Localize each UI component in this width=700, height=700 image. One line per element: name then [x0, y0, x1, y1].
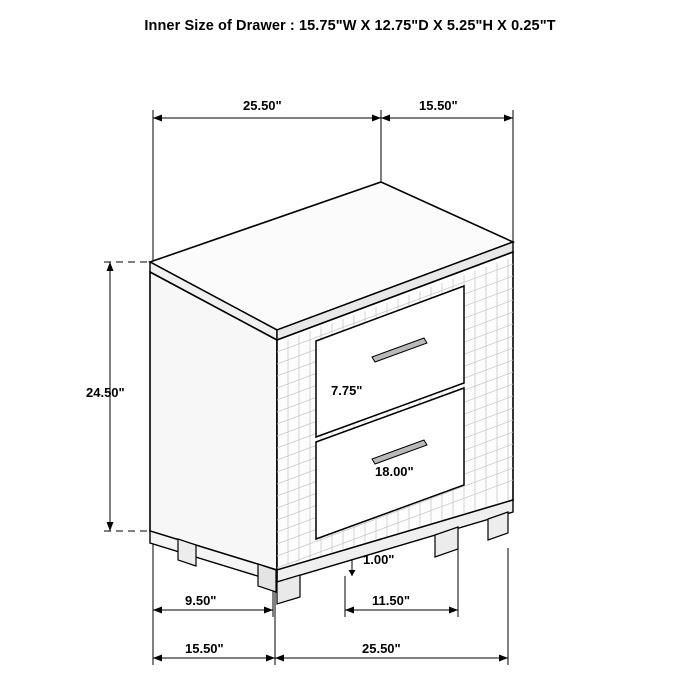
dim-drawer-width: 18.00" [375, 464, 414, 479]
dim-bottom-left-total: 15.50" [185, 641, 224, 656]
dim-top-right: 15.50" [419, 98, 458, 113]
dim-bottom-right-small: 11.50" [372, 593, 410, 608]
dim-bottom-left-small: 9.50" [185, 593, 217, 608]
page-title: Inner Size of Drawer : 15.75"W X 12.75"D X 5.25"H X 0.25"T [144, 18, 556, 34]
dim-left-height: 24.50" [86, 385, 125, 400]
dim-top-left: 25.50" [243, 98, 282, 113]
dim-drawer-height: 7.75" [331, 383, 363, 398]
dim-bottom-right-total: 25.50" [362, 641, 401, 656]
dim-foot-height: 1.00" [363, 552, 395, 567]
